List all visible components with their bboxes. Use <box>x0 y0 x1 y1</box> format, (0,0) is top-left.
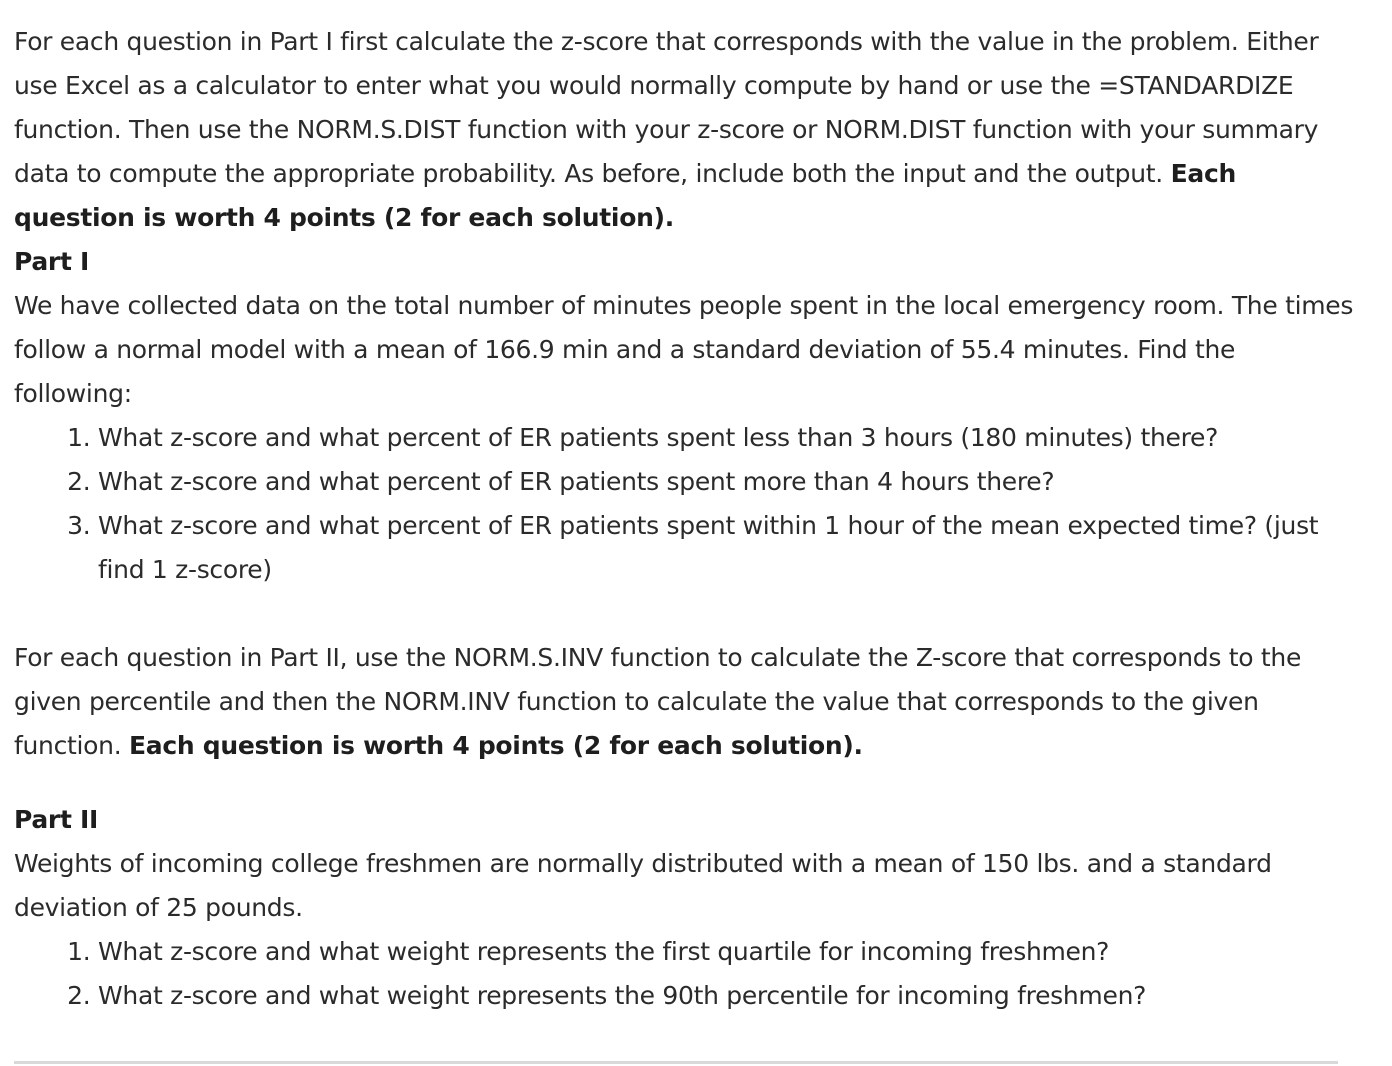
assignment-instructions <box>14 20 1354 1018</box>
part2-question-list <box>14 930 1354 1018</box>
divider <box>14 1061 1338 1064</box>
part1-question-2: 2. What z-score and what percent of ER patients spent more than 4 hours there? <box>98 460 1354 504</box>
part1-question-list <box>14 416 1354 592</box>
part1-question-1: 1. What z-score and what percent of ER patients spent less than 3 hours (180 minutes) there? <box>98 416 1354 460</box>
part2-question-1: 1. What z-score and what weight represents the first quartile for incoming freshmen? <box>98 930 1354 974</box>
part2-instructions-text: For each question in Part II, use the NORM.S.INV function to calculate the Z-score that corresponds to the given percentile and then the NORM.INV function to calculate the value that corresponds to the given function. <box>14 643 1302 760</box>
part2-question-2: 2. What z-score and what weight represents the 90th percentile for incoming freshmen? <box>98 974 1354 1018</box>
section-spacer <box>14 592 1354 636</box>
part2-heading: Part II <box>14 805 99 834</box>
part2-description: Weights of incoming college freshmen are normally distributed with a mean of 150 lbs. and a standard deviation of 25 pounds. <box>14 849 1272 922</box>
part1-description: We have collected data on the total number of minutes people spent in the local emergency room. The times follow a normal model with a mean of 166.9 min and a standard deviation of 55.4 minutes. Find the following: <box>14 291 1354 408</box>
part2-points-note: Each question is worth 4 points (2 for each solution). <box>129 731 863 760</box>
part2-instructions <box>14 636 1354 768</box>
part1-instructions <box>14 20 1354 240</box>
part1-points-note: Each question is worth 4 points (2 for each solution). <box>14 159 1236 232</box>
part1-question-3: 3. What z-score and what percent of ER patients spent within 1 hour of the mean expected time? (just find 1 z-score) <box>98 504 1354 592</box>
part1-instructions-text: For each question in Part I first calculate the z-score that corresponds with the value in the problem. Either use Excel as a calculator to enter what you would normally compute by hand or use the =STANDARDIZE function. Then use the NORM.S.DIST function with your z-score or NORM.DIST function with your summary data to compute the appropriate probability. As before, include both the input and the output. <box>14 27 1319 188</box>
part1-heading: Part I <box>14 247 90 276</box>
section-spacer <box>14 768 1354 798</box>
